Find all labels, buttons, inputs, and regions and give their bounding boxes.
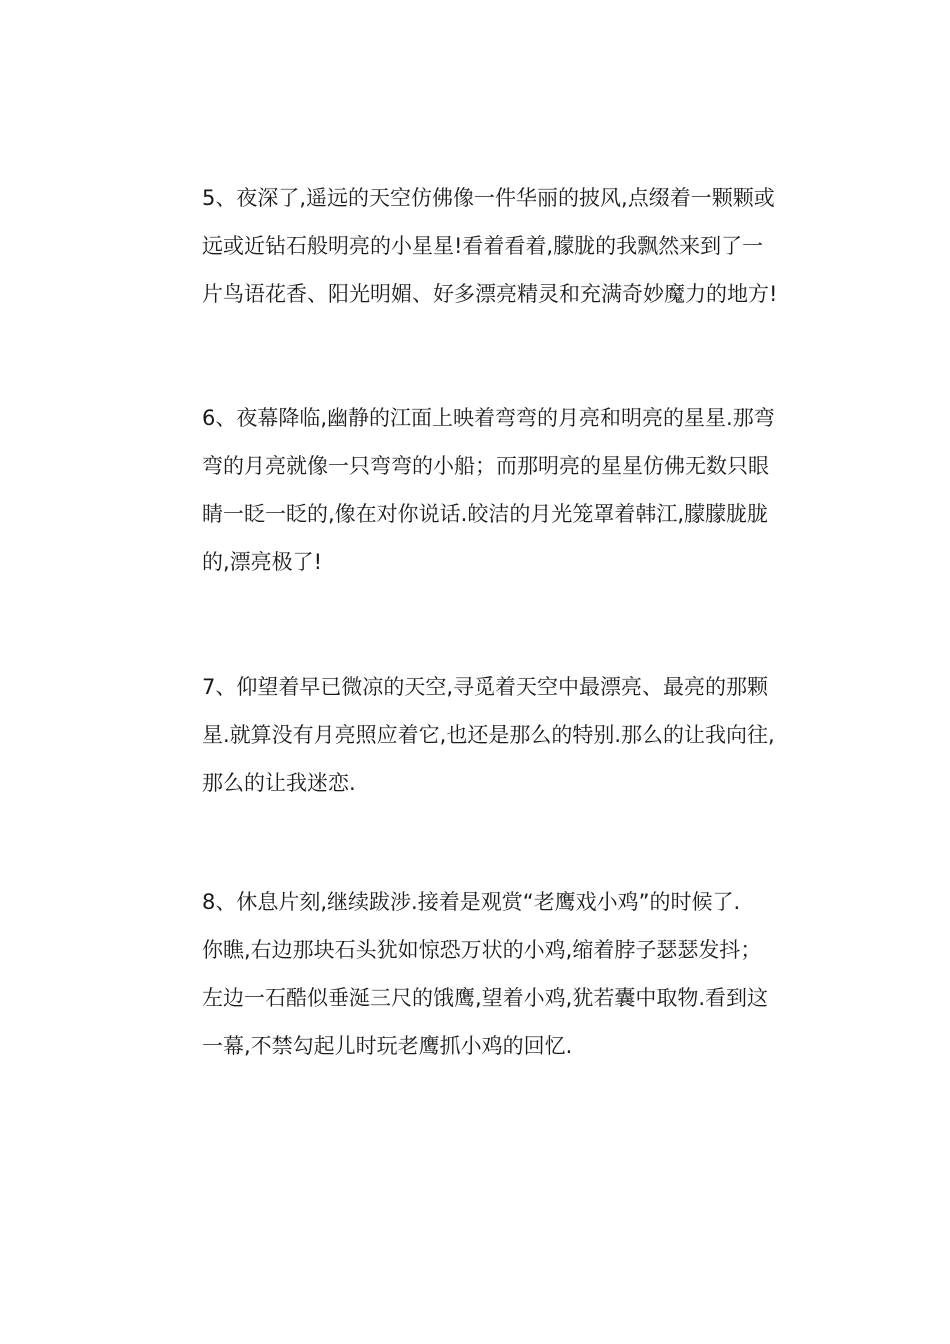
paragraph-8 <box>202 878 812 1070</box>
paragraph-7 <box>202 663 812 807</box>
paragraph-line: 左边一石酷似垂涎三尺的饿鹰,望着小鸡,犹若囊中取物.看到这 <box>202 986 769 1010</box>
paragraph-line: 8、休息片刻,继续跋涉.接着是观赏“老鹰戏小鸡”的时候了. <box>202 890 741 914</box>
paragraph-line: 你瞧,右边那块石头犹如惊恐万状的小鸡,缩着脖子瑟瑟发抖； <box>202 938 762 962</box>
paragraph-line: 星.就算没有月亮照应着它,也还是那么的特别.那么的让我向往, <box>202 723 775 747</box>
paragraph-line: 6、夜幕降临,幽静的江面上映着弯弯的月亮和明亮的星星.那弯 <box>202 406 775 430</box>
paragraph-line: 弯的月亮就像一只弯弯的小船；而那明亮的星星仿佛无数只眼 <box>202 454 769 478</box>
paragraph-5 <box>202 174 812 318</box>
paragraph-line: 一幕,不禁勾起儿时玩老鹰抓小鸡的回忆. <box>202 1034 573 1058</box>
paragraph-6 <box>202 394 812 586</box>
paragraph-line: 5、夜深了,遥远的天空仿佛像一件华丽的披风,点缀着一颗颗或 <box>202 186 775 210</box>
paragraph-line: 7、仰望着早已微凉的天空,寻觅着天空中最漂亮、最亮的那颗 <box>202 675 769 699</box>
paragraph-line: 的,漂亮极了! <box>202 550 323 574</box>
paragraph-line: 那么的让我迷恋. <box>202 771 356 795</box>
paragraph-line: 片鸟语花香、阳光明媚、好多漂亮精灵和充满奇妙魔力的地方! <box>202 282 778 306</box>
paragraph-line: 睛一眨一眨的,像在对你说话.皎洁的月光笼罩着韩江,朦朦胧胧 <box>202 502 769 526</box>
paragraph-line: 远或近钻石般明亮的小星星!看着看着,朦胧的我飘然来到了一 <box>202 234 764 258</box>
